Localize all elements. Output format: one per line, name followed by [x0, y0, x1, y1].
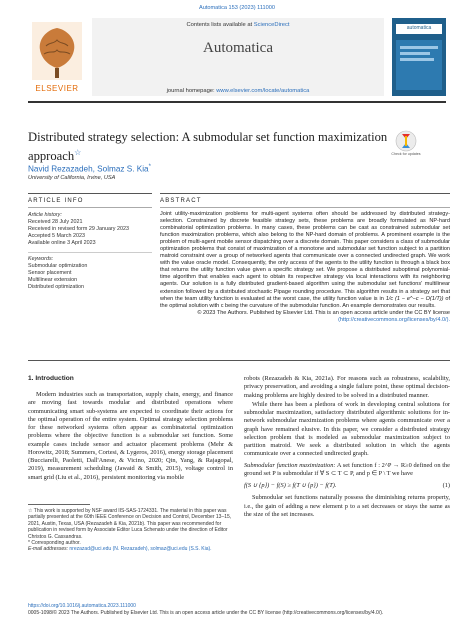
- keywords-label: Keywords:: [28, 256, 54, 262]
- article-title-text: Distributed strategy selection: A submodular set function maximization approach: [28, 130, 388, 164]
- journal-citation[interactable]: Automatica 153 (2023) 111000: [199, 5, 275, 11]
- history-received: Received 28 July 2021: [28, 219, 83, 225]
- abstract-rule-2: [160, 207, 450, 208]
- crossmark-badge[interactable]: [391, 130, 421, 160]
- authors: [28, 164, 151, 174]
- crossmark-icon: [395, 130, 417, 152]
- funding-footnote: ☆ This work is supported by NSF award IIS-SAS-1724331. The material in this paper was partially presented at the 60th IEEE Conference on Decision and Control, December 13–15, 2021, Austin, Texas, USA (Rezazadeh & Kia, 2021b). This paper was recommended for publication in revised form by Associate Editor Luca Schenato under the direction of Editor Christos G. Cassandras.: [28, 508, 232, 540]
- footer-license: 0005-1098/© 2023 The Authors. Published by Elsevier Ltd. This is an open access article under the CC BY license (http://creativecommons.org/licenses/by/4.0/).: [28, 609, 384, 616]
- article-history: [28, 212, 152, 247]
- abstract-text: Joint utility-maximization problems for multi-agent systems often should be addressed by distributed strategy-selection. Constrained by discrete feasible strategy sets, these problems are broadly formulated as NP-hard combinatorial optimization problems. In many cases, these problems can be cast as constrained submodular set function maximization problems, which also belong to the NP-hard domain of problems. A prominent example is the problem of multi-agent mobile sensor dispatching over a discrete domain. This paper considers a class of submodular optimization problems that consist of maximization of a monotone and submodular set function subject to a partition matroid constraint over a group of networked agents that communicate over a connected undirected graph. We work with the value oracle model. Consequently, the only access of the agents to the utility function is through a black box that returns the utility function value given a specific strategy set. We propose a distributed suboptimal polynomial-time algorithm that enables each agent to obtain its respective strategy via local interactions with its neighboring agents. Our solution is a fully distributed gradient-based algorithm using the submodular set functions' multilinear extension followed by a distributed stochastic Pipage rounding procedure. This algorithm results in a strategy set that when the team utility function is evaluated at the worst case, the utility function value is in: [160, 211, 450, 302]
- intro-paragraph-3: While there has been a plethora of work in developing central solutions for submodular maximization, satisfactory distributed algorithmic solutions for in-network submodular maximization problems where agents communicate over a graph have remained elusive. In this paper, we consider a distributed strategy selection problem that is modeled as submodular maximization subject to partition matroid. We seek a distributed solution in which the agents communicate over a connected undirected graph.: [244, 400, 450, 458]
- info-rule-2: [28, 207, 152, 208]
- homepage-prefix: journal homepage:: [166, 88, 217, 94]
- keyword-item: Submodular optimization: [28, 263, 88, 269]
- definition-text: A set function f : 2^P → R≥0 defined on the ground set P is submodular if ∀ S ⊂ T ⊂ P, and p ∈ P \ T we have: [244, 461, 450, 477]
- history-online: Available online 3 April 2023: [28, 240, 96, 246]
- corresponding-footnote: * Corresponding author.: [28, 540, 81, 547]
- journal-header: [28, 18, 446, 96]
- intro-paragraph-2: robots (Rezazadeh & Kia, 2021a). For reasons such as robustness, scalability, privacy preservation, and avoiding a single failure point, these optimal decision-making problems are highly desired to be solved in a distributed manner.: [244, 375, 450, 399]
- article-title: [28, 130, 388, 164]
- history-accepted: Accepted 5 March 2023: [28, 233, 85, 239]
- equation-text: f(S ∪ {p}) − f(S) ≥ f(T ∪ {p}) − f(T).: [244, 482, 337, 489]
- intro-left-column: [28, 391, 233, 482]
- intro-heading: 1. Introduction: [28, 375, 74, 382]
- author-names[interactable]: Navid Rezazadeh, Solmaz S. Kia: [28, 164, 149, 174]
- history-label: Article history:: [28, 212, 62, 218]
- abstract-formula: 1/c (1 − e^−c − O(1/T)): [385, 295, 444, 302]
- intro-right-column: [244, 375, 450, 519]
- journal-title: Automatica: [203, 40, 273, 56]
- doi-link[interactable]: https://doi.org/10.1016/j.automatica.2023.111000: [28, 603, 136, 609]
- abstract-end-rule: [28, 360, 450, 361]
- info-rule: [28, 193, 152, 194]
- abstract-body: [160, 211, 450, 324]
- title-footnote-mark[interactable]: ☆: [74, 148, 82, 157]
- affiliation: University of California, Irvine, USA: [28, 175, 116, 181]
- license-link[interactable]: (http://creativecommons.org/licenses/by/4.0/).: [338, 316, 450, 323]
- email-label: E-mail addresses:: [28, 546, 69, 553]
- contents-prefix: Contents lists available at: [186, 22, 254, 28]
- corresponding-mark[interactable]: *: [148, 164, 151, 170]
- elsevier-wordmark: ELSEVIER: [35, 84, 79, 93]
- page-footer: [28, 603, 450, 616]
- crossmark-label: Check for updates: [391, 152, 421, 156]
- equation-number: (1): [442, 482, 450, 489]
- abstract-rule: [160, 193, 450, 194]
- journal-banner: [92, 18, 384, 96]
- elsevier-logo: [28, 18, 86, 96]
- sciencedirect-link[interactable]: ScienceDirect: [253, 22, 290, 28]
- keyword-item: Sensor placement: [28, 270, 72, 276]
- keyword-item: Distributed optimization: [28, 284, 85, 290]
- footnote-rule: [28, 504, 90, 505]
- definition-label: Submodular function maximization:: [244, 461, 336, 469]
- history-revised: Received in revised form 29 January 2023: [28, 226, 129, 232]
- cover-title: automatica: [406, 25, 432, 31]
- intro-paragraph-1: Modern industries such as transportation, supply chain, energy, and finance are moving fast towards modular and distributed operations where communicating smart sub-systems are expected to coordinate their actions for the optimal operation of the entire system. Optimal strategy selection problems for these networked systems often appear as combinatorial optimization problems where the objective function is a submodular set function. Some example cases include sensor and actuator placement problems (Mehr & Horowitz, 2018; Summers, Cortesi, & Lygeros, 2016), energy storage placement (Bucciarelli, Paoletti, Dall'Anese, & Vicino, 2020; Qin, Yang, & Rajagopal, 2019), measurement scheduling (Jawaid & Smith, 2015), voltage control in smart grid (Liu et al., 2016), persistent monitoring via mobile: [28, 391, 233, 481]
- abstract-text-end: of the optimal solution with c being the curvature of the submodular function. An example demonstrates our results.: [160, 295, 451, 309]
- keywords: [28, 256, 152, 291]
- equation-1: [244, 482, 450, 490]
- intro-paragraph-4: Submodular set functions naturally possess the diminishing returns property, i.e., the gain of adding a new element p to a set decreases or stays the same as the size of the set increases.: [244, 494, 450, 518]
- journal-cover: [392, 18, 446, 96]
- homepage-link[interactable]: www.elsevier.com/locate/automatica: [216, 88, 310, 94]
- copyright-line: © 2023 The Authors. Published by Elsevier Ltd. This is an open access article under the CC BY license: [197, 309, 450, 316]
- article-info-heading: ARTICLE INFO: [28, 198, 84, 204]
- contents-line: [92, 22, 384, 28]
- email-addresses[interactable]: nrezazad@uci.edu (N. Rezazadeh), solmaz@uci.edu (S.S. Kia).: [69, 546, 212, 553]
- keywords-rule: [28, 252, 152, 253]
- footnotes: [28, 508, 233, 553]
- header-divider: [28, 101, 446, 103]
- abstract-heading: ABSTRACT: [160, 198, 202, 204]
- homepage-line: [92, 88, 384, 94]
- keyword-item: Multilinear extension: [28, 277, 78, 283]
